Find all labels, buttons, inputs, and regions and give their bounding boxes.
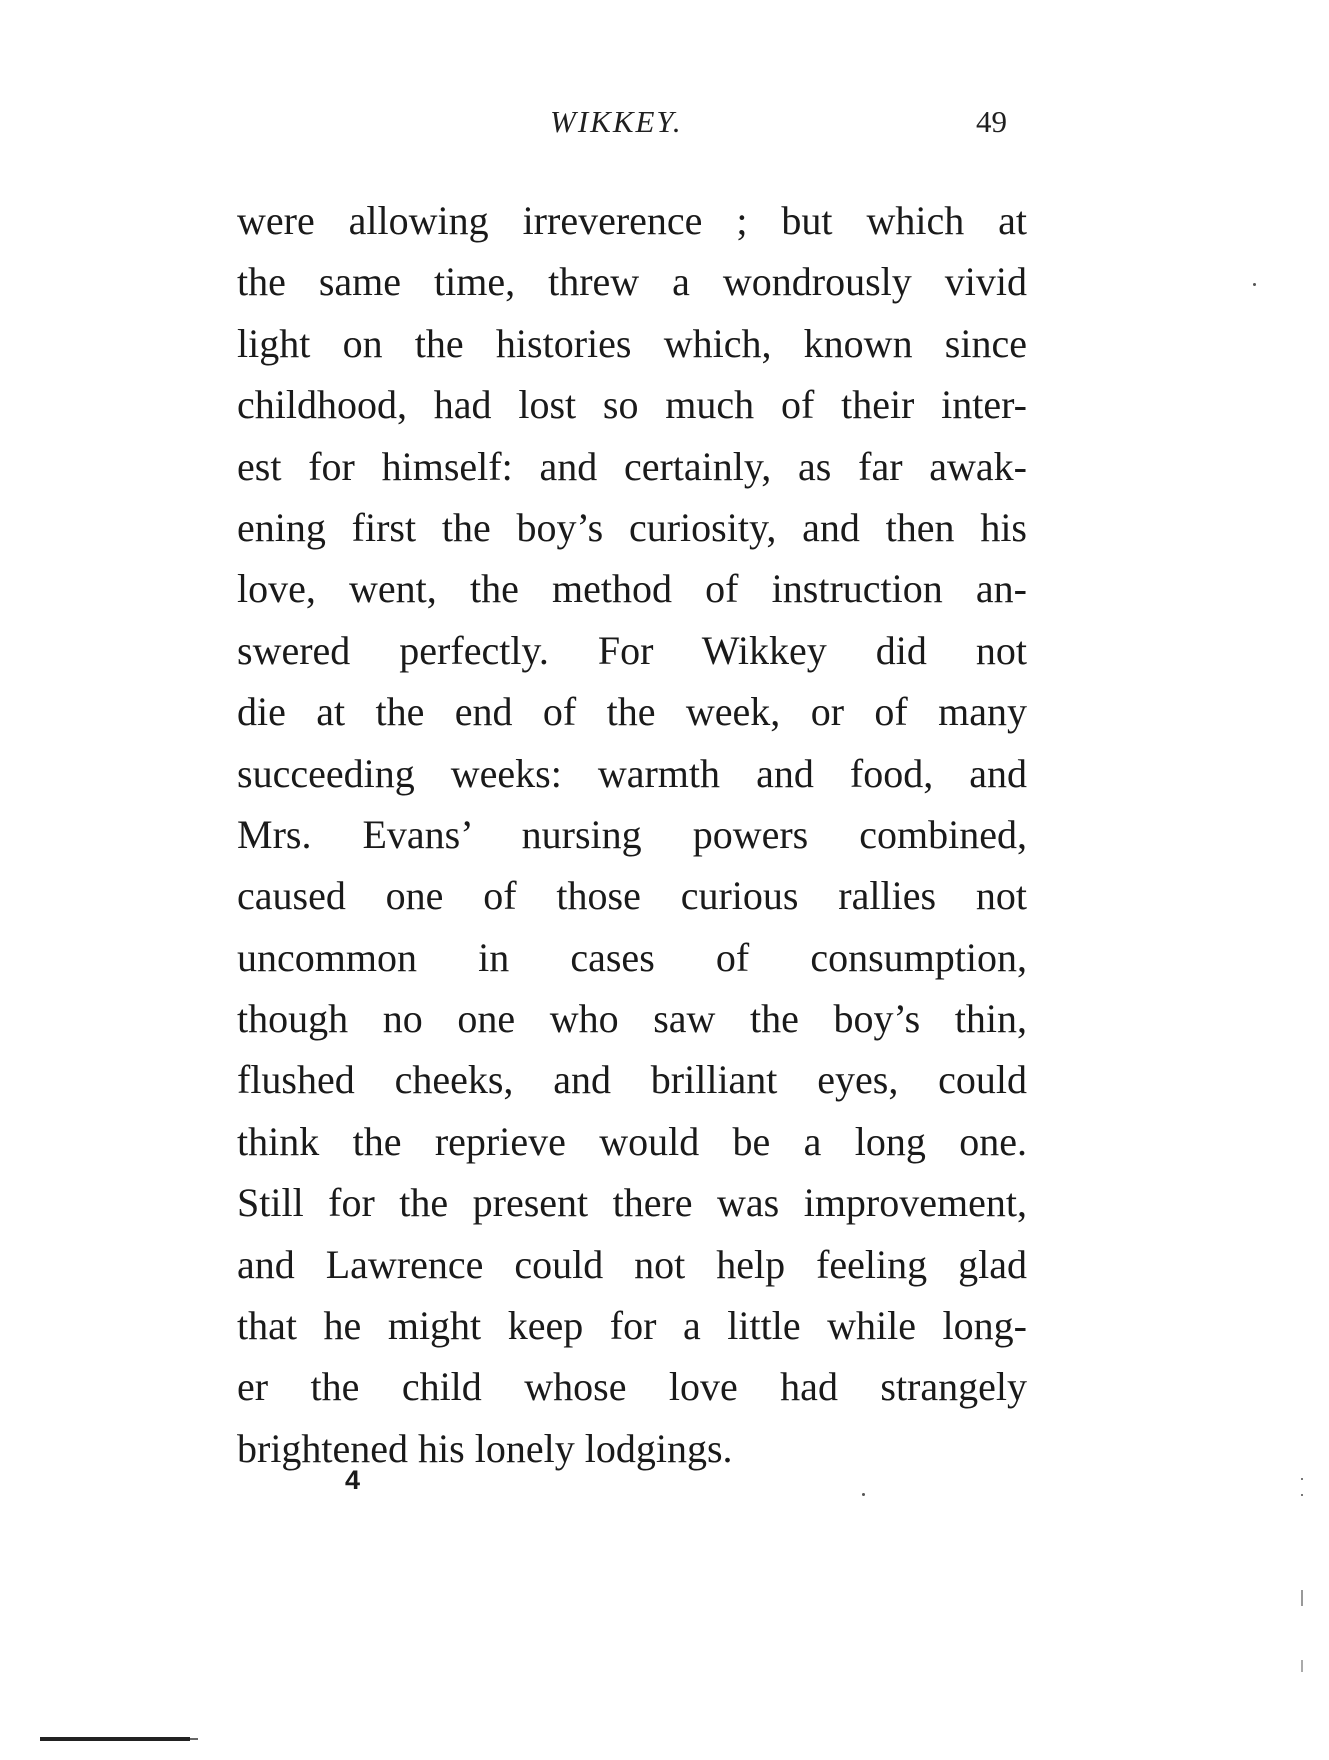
text-line: that he might keep for a little while long- (237, 1303, 1027, 1349)
scan-edge-rule (190, 1738, 198, 1740)
text-line: er the child whose love had strangely (237, 1364, 1027, 1410)
scan-edge-rule (40, 1737, 190, 1741)
text-line: uncommon in cases of consumption, (237, 934, 1027, 980)
text-line: caused one of those curious rallies not (237, 873, 1027, 919)
signature-mark: 4 (345, 1465, 361, 1495)
scan-speck (862, 1493, 865, 1496)
scan-speck (1253, 283, 1256, 286)
text-line: light on the histories which, known since (237, 320, 1027, 366)
text-line: ening first the boy’s curiosity, and then his (237, 504, 1027, 550)
text-line: brightened his lonely lodgings. (237, 1425, 733, 1471)
running-head (0, 104, 1329, 144)
text-line: love, went, the method of instruction an- (237, 566, 1027, 612)
page-number: 49 (976, 104, 1007, 139)
text-line: succeeding weeks: warmth and food, and (237, 750, 1027, 796)
text-line: Still for the present there was improvement, (237, 1180, 1027, 1226)
scan-edge-mark (1301, 1478, 1303, 1496)
text-line: die at the end of the week, or of many (237, 689, 1027, 735)
scan-edge-mark (1301, 1660, 1303, 1672)
scan-edge-mark (1301, 1590, 1303, 1606)
text-line: childhood, had lost so much of their inter- (237, 382, 1027, 428)
text-line: flushed cheeks, and brilliant eyes, could (237, 1057, 1027, 1103)
text-line: were allowing irreverence ; but which at (237, 198, 1027, 243)
body-text (237, 190, 1027, 1479)
running-title: WIKKEY. (550, 104, 683, 139)
text-line: est for himself: and certainly, as far awak- (237, 443, 1027, 489)
text-line: swered perfectly. For Wikkey did not (237, 627, 1027, 673)
text-line: think the reprieve would be a long one. (237, 1118, 1027, 1164)
text-line: though no one who saw the boy’s thin, (237, 996, 1027, 1042)
text-line: the same time, threw a wondrously vivid (237, 259, 1027, 305)
text-line: Mrs. Evans’ nursing powers combined, (237, 811, 1027, 857)
text-line: and Lawrence could not help feeling glad (237, 1241, 1027, 1287)
